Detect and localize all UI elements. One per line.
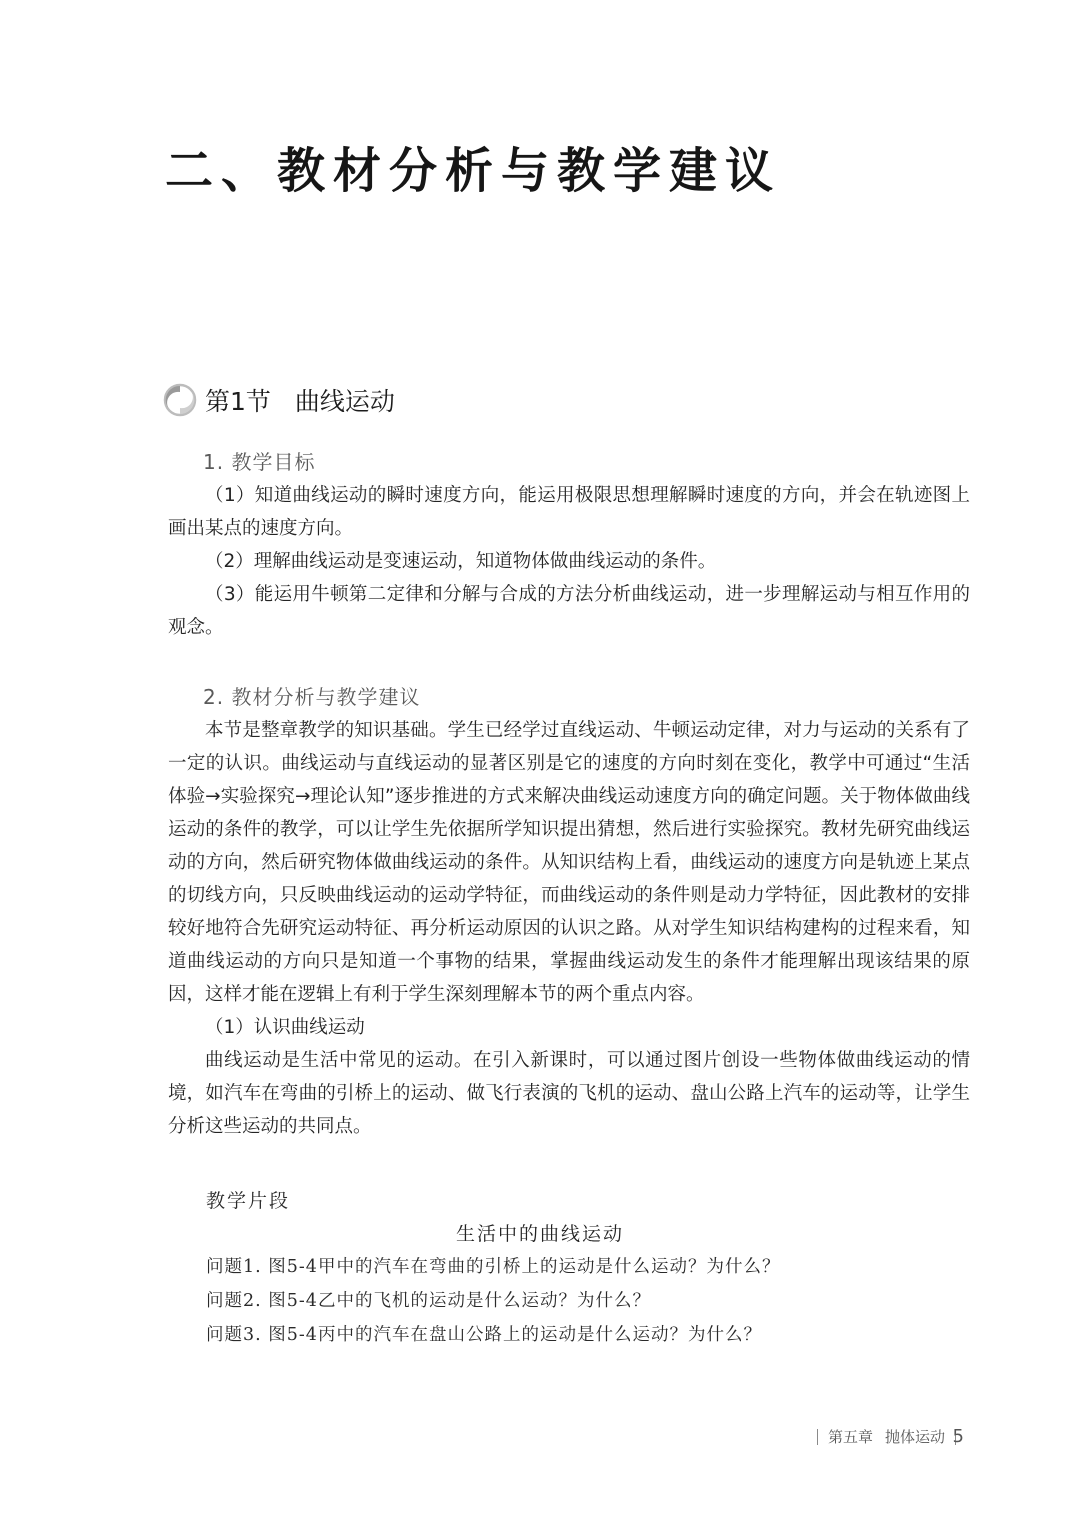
footer-chapter: 第五章 — [827, 1428, 873, 1446]
analysis-subbody: 曲线运动是生活中常见的运动。在引入新课时，可以通过图片创设一些物体做曲线运动的情境，如汽车在弯曲的引桥上的运动、做飞行表演的飞机的运动、盘山公路上汽车的运动等，让学生分析这些运动的共同点。 — [168, 1050, 970, 1137]
question-2: 问题2. 图5-4乙中的飞机的运动是什么运动？为什么？ — [206, 1291, 651, 1311]
page-number: 5 — [952, 1426, 964, 1447]
question-3: 问题3. 图5-4丙中的汽车在盘山公路上的运动是什么运动？为什么？ — [206, 1325, 762, 1345]
section-header — [163, 378, 395, 422]
goal-item-3: （3）能运用牛顿第二定律和分解与合成的方法分析曲线运动，进一步理解运动与相互作用的观念。 — [168, 584, 970, 638]
section-swirl-icon — [163, 383, 197, 417]
fragment-title: 生活中的曲线运动 — [455, 1223, 624, 1245]
question-1: 问题1. 图5-4甲中的汽车在弯曲的引桥上的运动是什么运动？为什么？ — [206, 1257, 781, 1277]
goal-item-2: （2）理解曲线运动是变速运动，知道物体做曲线运动的条件。 — [205, 551, 717, 572]
goal-item-1: （1）知道曲线运动的瞬时速度方向，能运用极限思想理解瞬时速度的方向，并会在轨迹图上画出某点的速度方向。 — [168, 485, 970, 539]
page-footer — [807, 1426, 966, 1447]
fragment-label: 教学片段 — [206, 1190, 291, 1212]
section-number: 第1节 — [205, 387, 271, 416]
analysis-heading: 2. 教材分析与教学建议 — [203, 685, 421, 709]
analysis-subheading: （1）认识曲线运动 — [205, 1017, 365, 1038]
analysis-body: 本节是整章教学的知识基础。学生已经学过直线运动、牛顿运动定律，对力与运动的关系有了一定的认识。曲线运动与直线运动的显著区别是它的速度的方向时刻在变化，教学中可通过“生活体验→实验探究→理论认知”逐步推进的方式来解决曲线运动速度方向的确定问题。关于物体做曲线运动的条件的教学，可以让学生先依据所学知识提出猜想，然后进行实验探究。教材先研究曲线运动的方向，然后研究物体做曲线运动的条件。从知识结构上看，曲线运动的速度方向是轨迹上某点的切线方向，只反映曲线运动的运动学特征，而曲线运动的条件则是动力学特征，因此教材的安排较好地符合先研究运动特征、再分析运动原因的认识之路。从对学生知识结构建构的过程来看，知道曲线运动的方向只是知道一个事物的结果，掌握曲线运动发生的条件才能理解出现该结果的原因，这样才能在逻辑上有利于学生深刻理解本节的两个重点内容。 — [168, 720, 970, 1005]
section-name: 曲线运动 — [294, 387, 395, 416]
footer-chapter-name: 抛体运动 — [884, 1428, 945, 1446]
chapter-title: 二、教材分析与教学建议 — [165, 143, 782, 199]
footer-divider — [817, 1429, 818, 1445]
goals-heading: 1. 教学目标 — [203, 450, 316, 474]
